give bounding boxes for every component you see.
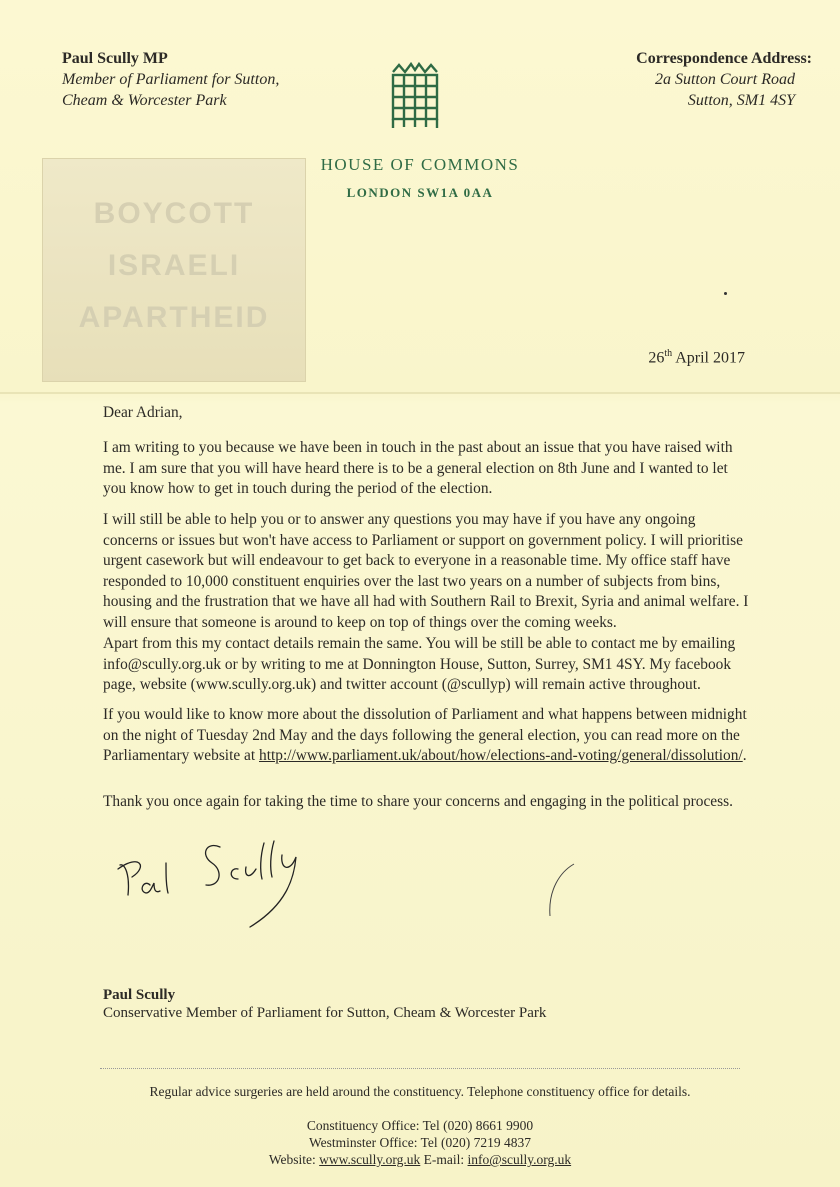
footer-email-label: E-mail: [420,1152,468,1167]
footer-surgeries: Regular advice surgeries are held around the constituency. Telephone constituency office for details. [149,1084,691,1099]
signer-name: Paul Scully [103,987,176,1003]
dissolution-link[interactable]: http://www.parliament.uk/about/how/elections-and-voting/general/dissolution/ [259,747,743,765]
correspondence-line-2: Sutton, SM1 4SY [687,92,795,109]
footer-website-link[interactable]: www.scully.org.uk [319,1152,421,1167]
footer-website-label: Website: [268,1152,320,1167]
sticker-line-2: ISRAELI [107,249,241,282]
paragraph-4 [103,705,753,767]
portcullis-crest-icon [385,62,445,134]
paragraph-2: I will still be able to help you or to answer any questions you may have if you have any ongoing concerns or issues but won't have access to Parliament or support on government policy. I will prioritise urgent casework but will endeavour to get back to everyone in a reasonable time. My office staff have responded to 10,000 constituent enquiries over the last two years on a number of subjects from bins, housing and the frustration that we have all had with Southern Rail to Brexit, Syria and animal welfare. I will ensure that someone is around to keep on top of things over the coming weeks. [103,511,749,631]
correspondence-title: Correspondence Address: [636,50,812,67]
footer-constituency-office: Constituency Office: Tel (020) 8661 9900 [306,1118,534,1133]
footer-divider [100,1068,740,1069]
boycott-sticker [42,158,306,382]
paper-fold-line [0,392,840,394]
paragraph-5: Thank you once again for taking the time to share your concerns and engaging in the political process. [103,793,733,810]
handwritten-signature [110,835,330,930]
institution-address: LONDON SW1A 0AA [346,185,494,200]
sender-role-line-1: Member of Parliament for Sutton, [62,71,280,88]
ink-speck [724,292,727,295]
signer-title: Conservative Member of Parliament for Sutton, Cheam & Worcester Park [103,1005,547,1021]
paragraph-4-text: If you would like to know more about the dissolution of Parliament and what happens between midnight on the night of Tuesday 2nd May and the days following the general election, you can read more on the Parliamentary website at [103,706,747,765]
correspondence-line-1: 2a Sutton Court Road [654,71,795,88]
date-day: 26 [648,349,665,367]
letter-date [648,348,745,367]
sender-name: Paul Scully MP [62,50,168,67]
sticker-line-1: BOYCOTT [93,197,255,230]
pen-stroke-mark [540,860,580,920]
sender-role-line-2: Cheam & Worcester Park [62,92,227,109]
footer-westminster-office: Westminster Office: Tel (020) 7219 4837 [308,1135,532,1150]
date-suffix: th [664,348,673,359]
salutation: Dear Adrian, [103,404,183,421]
footer-contact [0,1152,840,1168]
paragraph-3: Apart from this my contact details remain the same. You will be still be able to contact me by emailing info@scully.org.uk or by writing to me at Donnington House, Sutton, Surrey, SM1 4SY. My facebook page, website (www.scully.org.uk) and twitter account (@scullyp) will remain active throughout. [103,635,736,694]
date-month-year: April 2017 [675,349,745,367]
sticker-line-3: APARTHEID [78,301,270,334]
institution-name: HOUSE OF COMMONS [320,155,520,174]
paragraph-4-end: . [742,747,747,765]
paragraph-1: I am writing to you because we have been in touch in the past about an issue that you have raised with me. I am sure that you will have heard there is to be a general election on 8th June and I wanted to let you know how to get in touch during the period of the election. [103,439,733,498]
footer-email-link[interactable]: info@scully.org.uk [467,1152,572,1167]
